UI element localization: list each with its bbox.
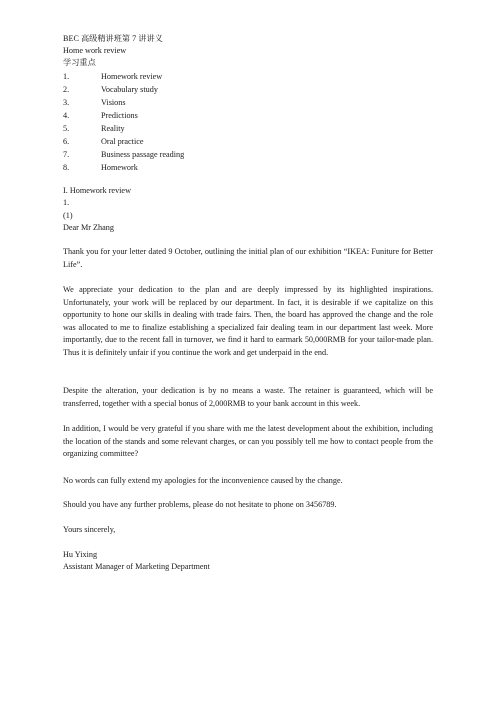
list-item-text: Homework review (101, 72, 163, 81)
document-title: BEC 高级精讲班第 7 讲讲义 (63, 34, 163, 43)
list-item-text: Reality (101, 124, 125, 133)
signature-title: Assistant Manager of Marketing Department (63, 562, 210, 571)
list-item-number: 7. (63, 150, 70, 159)
letter-paragraph: Despite the alteration, your dedication is by no means a waste. The retainer is guaranteed, which will be transferred, together with a special bonus of 2,000RMB to your bank account in this week. (63, 386, 433, 408)
list-item-number: 3. (63, 98, 70, 107)
list-item-number: 4. (63, 111, 70, 120)
letter-closing: Yours sincerely, (63, 525, 116, 534)
list-item-text: Visions (101, 98, 126, 107)
list-item-number: 6. (63, 137, 70, 146)
key-points-heading: 学习重点 (63, 58, 96, 67)
list-item-text: Homework (101, 163, 138, 172)
list-item-text: Oral practice (101, 137, 144, 146)
letter-paragraph: We appreciate your dedication to the plan and are deeply impressed by its highlighted inspirations. Unfortunately, your work will be replaced by our department. In fact, it is desirable if we capitalize on this opportunity to hone our skills in dealing with trade fairs. Then, the board has approved the change and the role was allocated to me to finalize establishing a specialized fair dealing team in our department last week. More importantly, due to the recent fall in turnover, we find it hard to earmark 50,000RMB for your tailor-made plan. Thus it is definitely unfair if you continue the work and get underpaid in the end. (63, 285, 433, 357)
list-item-text: Vocabulary study (101, 85, 158, 94)
list-item-number: 8. (63, 163, 70, 172)
section-heading: I. Homework review (63, 186, 131, 195)
letter-paragraph: No words can fully extend my apologies for the inconvenience caused by the change. (63, 476, 343, 485)
letter-paragraph: Should you have any further problems, please do not hesitate to phone on 3456789. (63, 500, 337, 509)
list-item-text: Business passage reading (101, 150, 185, 159)
list-item-number: 5. (63, 124, 70, 133)
section-number: 1. (63, 198, 70, 207)
list-item-number: 1. (63, 72, 70, 81)
list-item-text: Predictions (101, 111, 138, 120)
document-subtitle: Home work review (63, 46, 127, 55)
letter-salutation: Dear Mr Zhang (63, 223, 114, 232)
letter-paragraph: In addition, I would be very grateful if you share with me the latest development about the exhibition, including the location of the stands and some relevant charges, or can you possibly tell me how to contact people from the organizing committee? (63, 424, 433, 458)
letter-paragraph: Thank you for your letter dated 9 October, outlining the initial plan of our exhibition “IKEA: Funiture for Better Life”. (63, 247, 433, 269)
list-item-number: 2. (63, 85, 70, 94)
signature-name: Hu Yixing (63, 550, 98, 559)
subsection-number: (1) (63, 211, 73, 220)
